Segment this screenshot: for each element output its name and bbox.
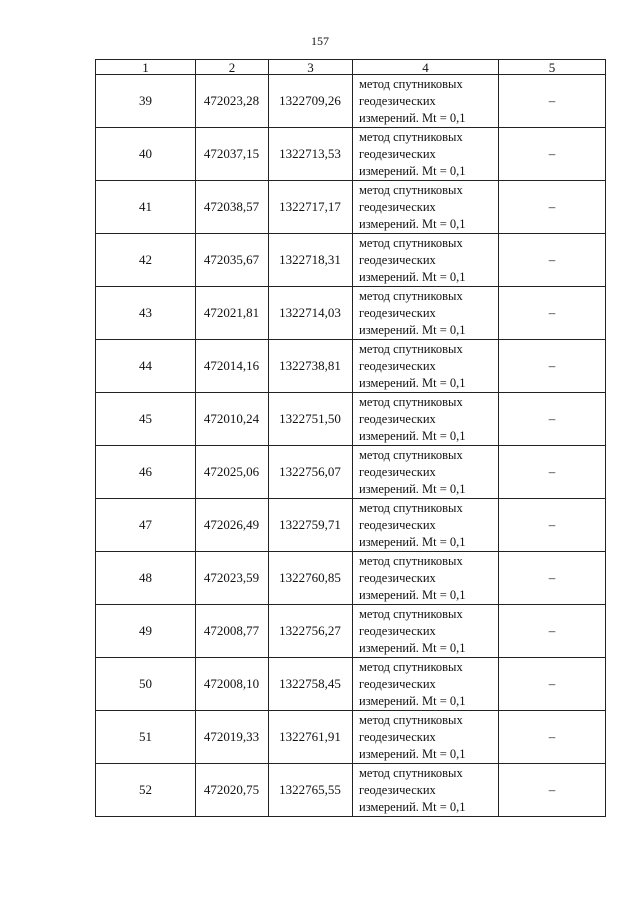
y-coordinate-cell: 1322709,26 (269, 75, 353, 128)
method-text-line: геодезических (359, 305, 436, 320)
method-text-line: геодезических (359, 517, 436, 532)
note-cell: – (499, 234, 606, 287)
method-cell (353, 234, 499, 287)
method-text-line: метод спутниковых (359, 765, 463, 780)
y-coordinate-cell: 1322765,55 (269, 764, 353, 817)
point-number-cell: 42 (96, 234, 196, 287)
header-cell-2: 2 (196, 60, 269, 75)
page-number: 157 (311, 34, 329, 48)
point-number-cell: 50 (96, 658, 196, 711)
x-coordinate-cell: 472021,81 (196, 287, 269, 340)
method-cell (353, 340, 499, 393)
method-text-line: метод спутниковых (359, 288, 463, 303)
table-row (96, 128, 606, 181)
method-cell (353, 605, 499, 658)
x-coordinate-cell: 472035,67 (196, 234, 269, 287)
y-coordinate-cell: 1322713,53 (269, 128, 353, 181)
method-text-line: геодезических (359, 782, 436, 797)
method-text-line: геодезических (359, 358, 436, 373)
y-coordinate-cell: 1322718,31 (269, 234, 353, 287)
x-coordinate-cell: 472023,28 (196, 75, 269, 128)
y-coordinate-cell: 1322717,17 (269, 181, 353, 234)
method-text-line: измерений. Mt = 0,1 (359, 587, 466, 602)
method-text-line: метод спутниковых (359, 76, 463, 91)
note-cell: – (499, 711, 606, 764)
method-cell (353, 499, 499, 552)
point-number-cell: 51 (96, 711, 196, 764)
table-body (96, 75, 606, 817)
method-cell (353, 658, 499, 711)
note-cell: – (499, 340, 606, 393)
note-cell: – (499, 287, 606, 340)
method-cell (353, 552, 499, 605)
table-row (96, 287, 606, 340)
table-row (96, 711, 606, 764)
x-coordinate-cell: 472037,15 (196, 128, 269, 181)
table-row (96, 605, 606, 658)
y-coordinate-cell: 1322756,07 (269, 446, 353, 499)
x-coordinate-cell: 472020,75 (196, 764, 269, 817)
y-coordinate-cell: 1322759,71 (269, 499, 353, 552)
method-text-line: измерений. Mt = 0,1 (359, 693, 466, 708)
note-cell: – (499, 393, 606, 446)
method-text-line: метод спутниковых (359, 500, 463, 515)
header-row (96, 60, 606, 75)
header-cell-4: 4 (353, 60, 499, 75)
table-header (96, 60, 606, 75)
method-cell (353, 446, 499, 499)
note-cell: – (499, 181, 606, 234)
point-number-cell: 39 (96, 75, 196, 128)
note-cell: – (499, 128, 606, 181)
note-cell: – (499, 499, 606, 552)
method-text-line: измерений. Mt = 0,1 (359, 375, 466, 390)
note-cell: – (499, 605, 606, 658)
note-cell: – (499, 552, 606, 605)
table-row (96, 764, 606, 817)
method-text-line: геодезических (359, 676, 436, 691)
y-coordinate-cell: 1322758,45 (269, 658, 353, 711)
table-row (96, 658, 606, 711)
method-cell (353, 764, 499, 817)
method-cell (353, 287, 499, 340)
method-text-line: геодезических (359, 570, 436, 585)
header-cell-1: 1 (96, 60, 196, 75)
method-cell (353, 181, 499, 234)
point-number-cell: 45 (96, 393, 196, 446)
header-cell-5: 5 (499, 60, 606, 75)
method-cell (353, 711, 499, 764)
table-row (96, 181, 606, 234)
table-row (96, 499, 606, 552)
method-cell (353, 393, 499, 446)
method-text-line: измерений. Mt = 0,1 (359, 110, 466, 125)
method-text-line: метод спутниковых (359, 659, 463, 674)
x-coordinate-cell: 472008,10 (196, 658, 269, 711)
point-number-cell: 43 (96, 287, 196, 340)
method-text-line: геодезических (359, 93, 436, 108)
method-text-line: измерений. Mt = 0,1 (359, 534, 466, 549)
method-text-line: геодезических (359, 729, 436, 744)
method-text-line: измерений. Mt = 0,1 (359, 481, 466, 496)
table-row (96, 446, 606, 499)
y-coordinate-cell: 1322751,50 (269, 393, 353, 446)
y-coordinate-cell: 1322761,91 (269, 711, 353, 764)
point-number-cell: 40 (96, 128, 196, 181)
method-text-line: измерений. Mt = 0,1 (359, 216, 466, 231)
point-number-cell: 41 (96, 181, 196, 234)
coordinates-table (95, 59, 606, 817)
method-text-line: метод спутниковых (359, 235, 463, 250)
point-number-cell: 48 (96, 552, 196, 605)
x-coordinate-cell: 472008,77 (196, 605, 269, 658)
method-text-line: геодезических (359, 623, 436, 638)
method-text-line: измерений. Mt = 0,1 (359, 163, 466, 178)
method-text-line: метод спутниковых (359, 182, 463, 197)
x-coordinate-cell: 472026,49 (196, 499, 269, 552)
y-coordinate-cell: 1322714,03 (269, 287, 353, 340)
table-row (96, 234, 606, 287)
table-row (96, 340, 606, 393)
table-row (96, 552, 606, 605)
y-coordinate-cell: 1322738,81 (269, 340, 353, 393)
method-text-line: измерений. Mt = 0,1 (359, 746, 466, 761)
y-coordinate-cell: 1322756,27 (269, 605, 353, 658)
note-cell: – (499, 446, 606, 499)
x-coordinate-cell: 472025,06 (196, 446, 269, 499)
point-number-cell: 52 (96, 764, 196, 817)
table-row (96, 393, 606, 446)
method-text-line: геодезических (359, 411, 436, 426)
method-cell (353, 75, 499, 128)
method-text-line: геодезических (359, 252, 436, 267)
table-row (96, 75, 606, 128)
point-number-cell: 49 (96, 605, 196, 658)
header-cell-3: 3 (269, 60, 353, 75)
method-text-line: метод спутниковых (359, 447, 463, 462)
method-text-line: метод спутниковых (359, 341, 463, 356)
point-number-cell: 44 (96, 340, 196, 393)
method-text-line: метод спутниковых (359, 712, 463, 727)
x-coordinate-cell: 472023,59 (196, 552, 269, 605)
method-text-line: геодезических (359, 464, 436, 479)
x-coordinate-cell: 472010,24 (196, 393, 269, 446)
method-text-line: метод спутниковых (359, 606, 463, 621)
method-text-line: измерений. Mt = 0,1 (359, 428, 466, 443)
method-text-line: геодезических (359, 146, 436, 161)
point-number-cell: 46 (96, 446, 196, 499)
method-text-line: измерений. Mt = 0,1 (359, 799, 466, 814)
point-number-cell: 47 (96, 499, 196, 552)
method-text-line: измерений. Mt = 0,1 (359, 322, 466, 337)
x-coordinate-cell: 472019,33 (196, 711, 269, 764)
method-text-line: измерений. Mt = 0,1 (359, 640, 466, 655)
note-cell: – (499, 75, 606, 128)
x-coordinate-cell: 472038,57 (196, 181, 269, 234)
note-cell: – (499, 764, 606, 817)
method-text-line: метод спутниковых (359, 553, 463, 568)
method-text-line: измерений. Mt = 0,1 (359, 269, 466, 284)
method-text-line: метод спутниковых (359, 394, 463, 409)
method-text-line: геодезических (359, 199, 436, 214)
x-coordinate-cell: 472014,16 (196, 340, 269, 393)
method-text-line: метод спутниковых (359, 129, 463, 144)
method-cell (353, 128, 499, 181)
note-cell: – (499, 658, 606, 711)
y-coordinate-cell: 1322760,85 (269, 552, 353, 605)
